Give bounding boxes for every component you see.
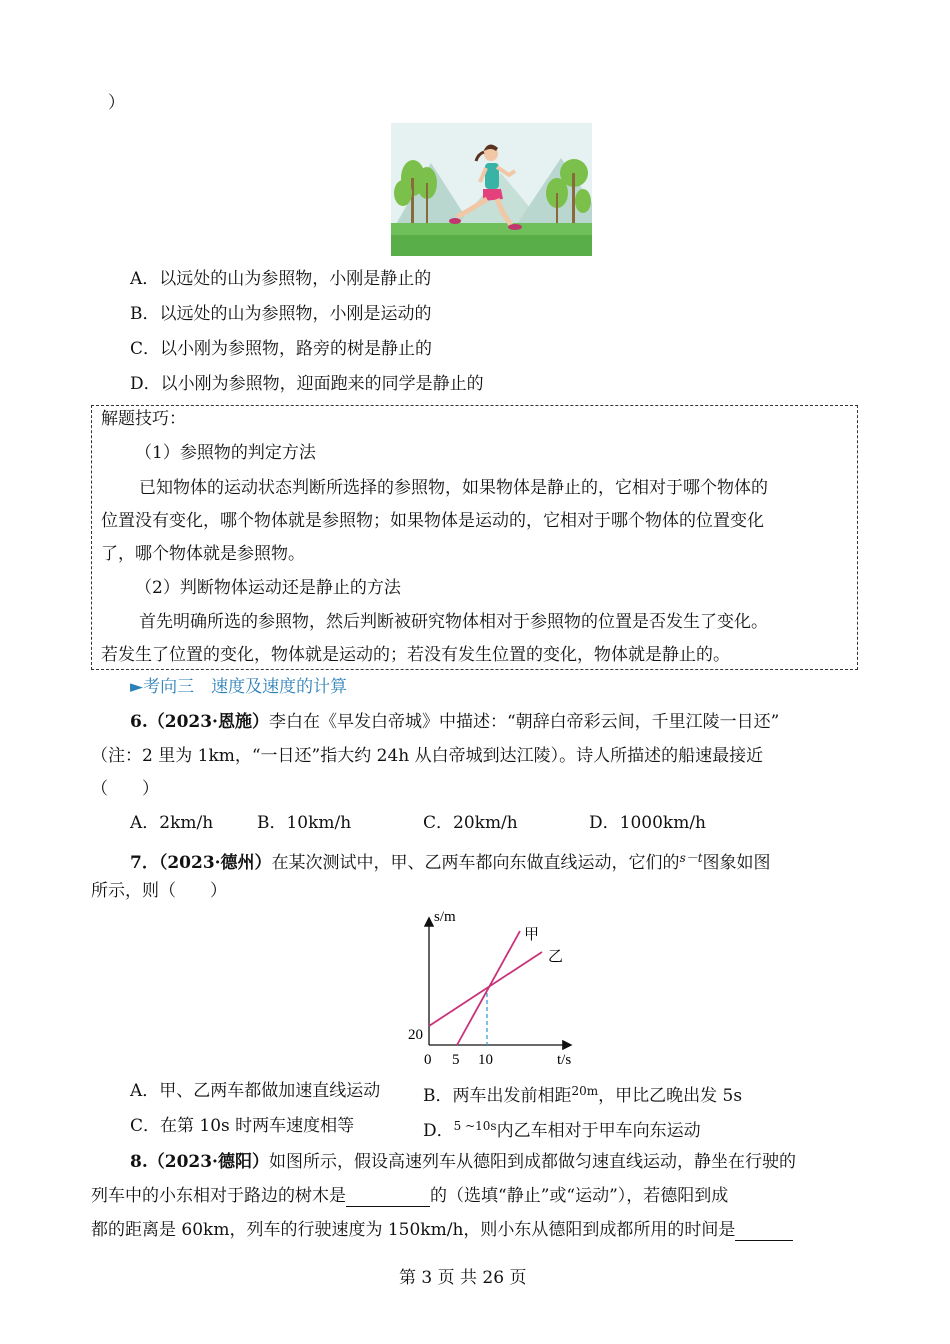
x-tick-5: 5 [452, 1052, 460, 1068]
q8-line-2 [91, 1185, 728, 1207]
previous-question-paren: ） [108, 93, 125, 113]
q8-line-1 [130, 1151, 796, 1173]
series-yi-label: 乙 [548, 947, 564, 965]
tips-para-1-line-2: 位置没有变化，哪个物体就是参照物；如果物体是运动的，它相对于哪个物体的位置变化 [101, 511, 764, 531]
q8-text-2a: 列车中的小东相对于路边的树木是 [91, 1186, 346, 1206]
series-jia-label: 甲 [524, 925, 540, 943]
q7-text-1b: 图象如图 [702, 853, 771, 873]
q7-option-d-text-b: 内乙车相对于甲车向东运动 [496, 1121, 701, 1141]
q8-text-2b: 的（选填“静止”或“运动”），若德阳到成 [430, 1186, 729, 1206]
runner-illustration [391, 123, 592, 256]
q7-option-c: C．在第 10s 时两车速度相等 [130, 1116, 355, 1136]
q7-option-a: A．甲、乙两车都做加速直线运动 [130, 1081, 381, 1101]
tips-title: 解题技巧： [101, 409, 186, 429]
q8-blank-1[interactable] [346, 1188, 430, 1207]
q7-line-2: 所示，则（ ） [91, 881, 227, 901]
q6-label: 6.（2023·恩施） [130, 712, 269, 732]
x-tick-10: 10 [478, 1052, 493, 1068]
st-chart [400, 905, 590, 1070]
q8-blank-2[interactable] [735, 1222, 793, 1241]
q7-option-b [423, 1080, 742, 1107]
series-yi-line [429, 952, 542, 1026]
q6-option-b: B．10km/h [257, 813, 352, 833]
tips-para-1-line-3: 了，哪个物体就是参照物。 [101, 544, 305, 564]
section-heading: ►考向三 速度及速度的计算 [130, 677, 348, 697]
q7-option-d-text-a: D． [423, 1121, 454, 1141]
q6-option-d: D．1000km/h [589, 813, 706, 833]
q7-option-d [423, 1115, 701, 1142]
q5-option-c: C．以小刚为参照物，路旁的树是静止的 [130, 339, 433, 359]
tips-para-1-line-1: 已知物体的运动状态判断所选择的参照物，如果物体是静止的，它相对于哪个物体的 [139, 478, 768, 498]
tips-heading-1: （1）参照物的判定方法 [135, 443, 316, 463]
q6-option-a: A．2km/h [130, 813, 214, 833]
q7-line-1 [130, 847, 771, 874]
q5-option-a: A．以远处的山为参照物，小刚是静止的 [130, 269, 432, 289]
q8-text-3: 都的距离是 60km，列车的行驶速度为 150km/h，则小东从德阳到成都所用的时间是 [91, 1220, 736, 1240]
q7-option-b-value: 20m [571, 1084, 599, 1098]
q7-option-d-value: 5 ~10s [453, 1119, 497, 1133]
tips-para-2-line-1: 首先明确所选的参照物，然后判断被研究物体相对于参照物的位置是否发生了变化。 [139, 612, 768, 632]
q8-line-3 [91, 1219, 793, 1241]
page-footer: 第 3 页 共 26 页 [399, 1268, 527, 1288]
q6-line-2: （注：2 里为 1km，“一日还”指大约 24h 从白帝城到达江陵）。诗人所描述的船速最接近 [91, 746, 764, 766]
q7-text-1a: 在某次测试中，甲、乙两车都向东做直线运动，它们的 [271, 853, 680, 873]
tips-heading-2: （2）判断物体运动还是静止的方法 [135, 578, 401, 598]
tips-para-2-line-2: 若发生了位置的变化，物体就是运动的；若没有发生位置的变化，物体就是静止的。 [101, 645, 730, 665]
q6-line-1 [130, 711, 779, 733]
q7-st-symbol: s－t [679, 851, 703, 865]
q8-label: 8.（2023·德阳） [130, 1152, 269, 1172]
q5-option-d: D．以小刚为参照物，迎面跑来的同学是静止的 [130, 374, 484, 394]
q7-option-b-text-a: B．两车出发前相距 [423, 1086, 572, 1106]
q6-line-3: （ ） [91, 779, 159, 799]
y-axis-label: s/m [434, 909, 456, 925]
q8-text-1: 如图所示，假设高速列车从德阳到成都做匀速直线运动，静坐在行驶的 [268, 1152, 796, 1172]
q7-option-b-text-b: ，甲比乙晚出发 5s [598, 1086, 743, 1106]
q6-option-c: C．20km/h [423, 813, 518, 833]
y-tick-20: 20 [408, 1027, 423, 1043]
x-axis-label: t/s [557, 1052, 572, 1068]
q7-label: 7．（2023·德州） [130, 853, 272, 873]
q6-text-1: 李白在《早发白帝城》中描述：“朝辞白帝彩云间，千里江陵一日还” [268, 712, 780, 732]
x-tick-0: 0 [424, 1052, 432, 1068]
q5-option-b: B．以远处的山为参照物，小刚是运动的 [130, 304, 432, 324]
